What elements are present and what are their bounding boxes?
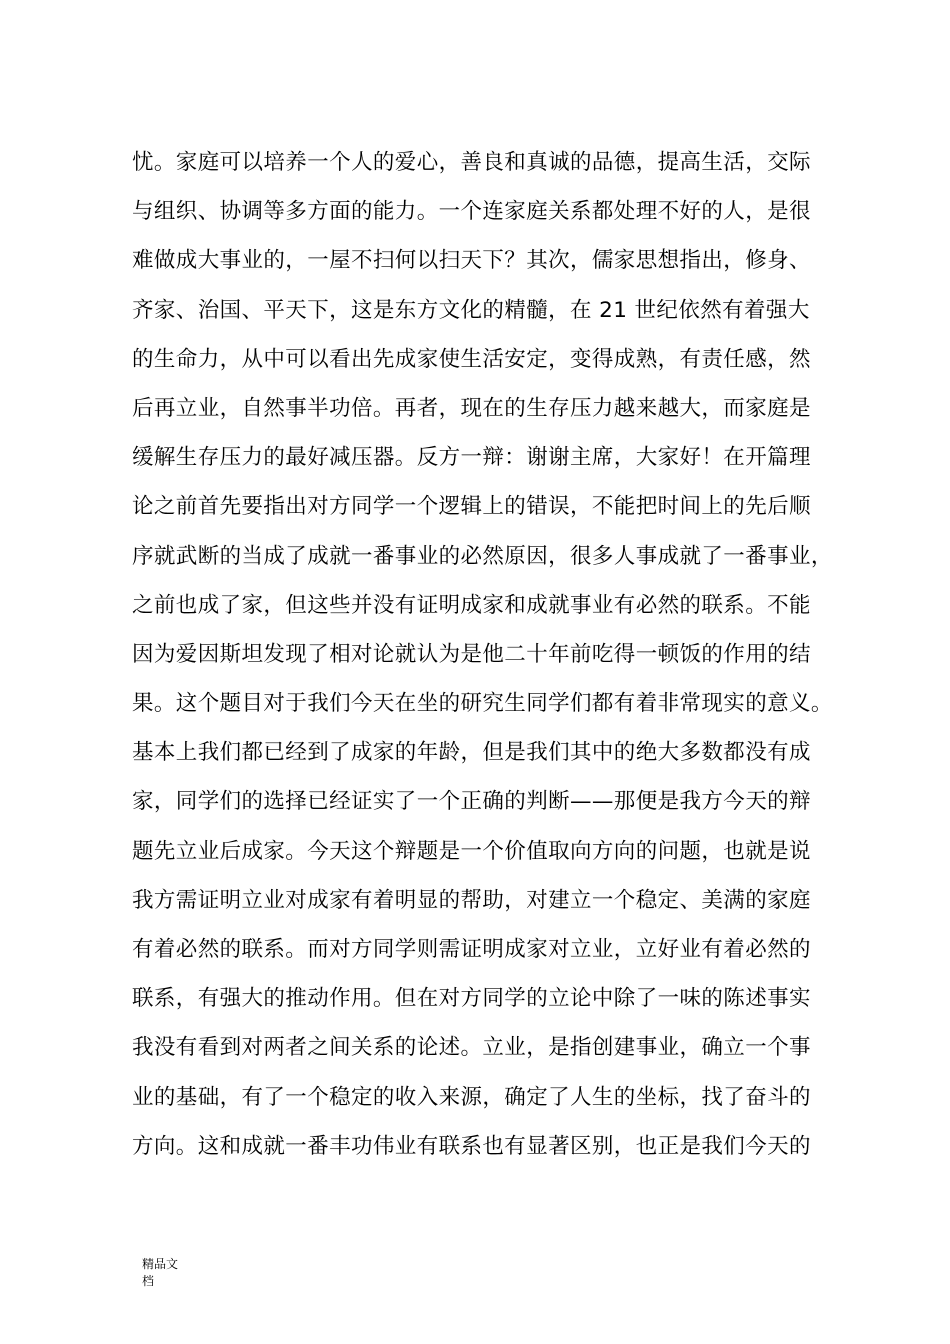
text-line: 之前也成了家，但这些并没有证明成家和成就事业有必然的联系。不能 — [132, 592, 811, 618]
body-text — [132, 138, 852, 1171]
text-line: 论之前首先要指出对方同学一个逻辑上的错误，不能把时间上的先后顺 — [132, 494, 811, 520]
text-line: 忧。家庭可以培养一个人的爱心，善良和真诚的品德，提高生活，交际 — [132, 150, 811, 175]
text-line: 方向。这和成就一番丰功伟业有联系也有显著区别，也正是我们今天的 — [132, 1133, 811, 1159]
text-line: 齐家、治国、平天下，这是东方文化的精髓，在 21 世纪依然有着强大 — [132, 297, 810, 323]
text-line: 我没有看到对两者之间关系的论述。立业，是指创建事业，确立一个事 — [132, 1035, 811, 1061]
text-line: 因为爱因斯坦发现了相对论就认为是他二十年前吃得一顿饭的作用的结 — [132, 641, 811, 667]
text-line: 缓解生存压力的最好减压器。反方一辩：谢谢主席，大家好！在开篇理 — [132, 445, 811, 471]
text-line: 业的基础，有了一个稳定的收入来源，确定了人生的坐标，找了奋斗的 — [132, 1084, 811, 1110]
text-line: 难做成大事业的，一屋不扫何以扫天下？其次，儒家思想指出，修身、 — [132, 248, 811, 274]
footer-label-line-2: 档 — [142, 1274, 155, 1288]
text-line: 有着必然的联系。而对方同学则需证明成家对立业，立好业有着必然的 — [132, 937, 811, 962]
text-line: 题先立业后成家。今天这个辩题是一个价值取向方向的问题，也就是说 — [132, 838, 811, 864]
text-line: 联系，有强大的推动作用。但在对方同学的立论中除了一味的陈述事实 — [132, 986, 811, 1012]
text-line: 果。这个题目对于我们今天在坐的研究生同学们都有着非常现实的意义。 — [132, 691, 833, 717]
text-line: 序就武断的当成了成就一番事业的必然原因，很多人事成就了一番事业， — [132, 543, 833, 569]
footer-label-line-1: 精品文 — [142, 1257, 179, 1271]
text-line: 家，同学们的选择已经证实了一个正确的判断——那便是我方今天的辩 — [132, 789, 811, 815]
text-line: 我方需证明立业对成家有着明显的帮助，对建立一个稳定、美满的家庭 — [132, 887, 811, 913]
text-line: 的生命力，从中可以看出先成家使生活安定，变得成熟，有责任感，然 — [132, 346, 811, 372]
text-line: 基本上我们都已经到了成家的年龄，但是我们其中的绝大多数都没有成 — [132, 740, 811, 766]
page-footer — [142, 1256, 202, 1290]
text-line: 后再立业，自然事半功倍。再者，现在的生存压力越来越大，而家庭是 — [132, 395, 811, 421]
text-line: 与组织、协调等多方面的能力。一个连家庭关系都处理不好的人，是很 — [132, 199, 811, 225]
